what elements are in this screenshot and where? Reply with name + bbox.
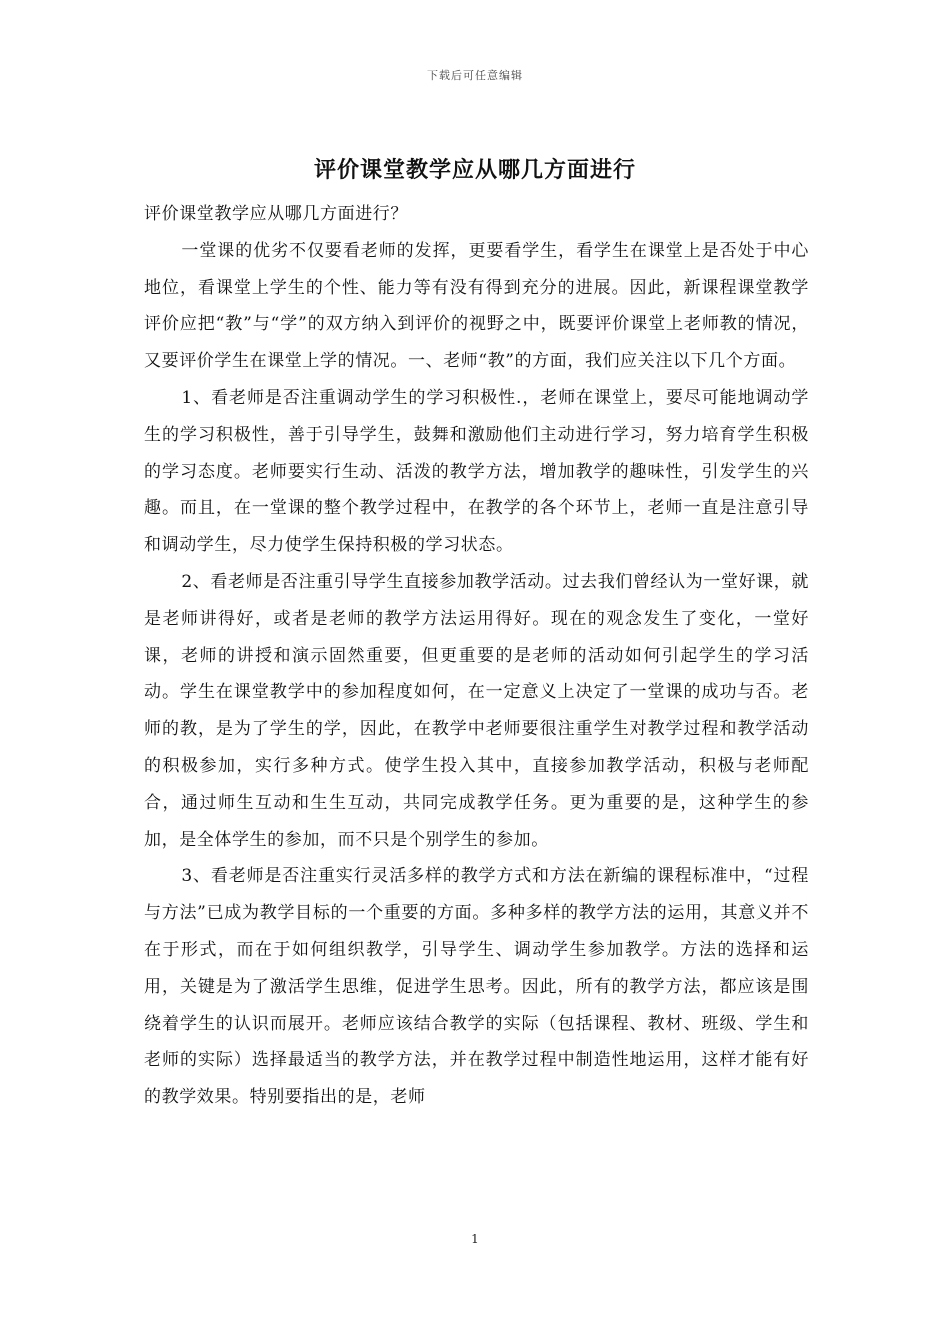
body-paragraph: 1、看老师是否注重调动学生的学习积极性.，老师在课堂上，要尽可能地调动学生的学习积极性，善于引导学生，鼓舞和激励他们主动进行学习，努力培育学生积极的学习态度。老师要实行生动、活泼的教学方法，增加教学的趣味性，引发学生的兴趣。而且，在一堂课的整个教学过程中，在教学的各个环节上，老师一直是注意引导和调动学生，尽力使学生保持积极的学习状态。: [144, 387, 809, 556]
subtitle-paragraph: 评价课堂教学应从哪几方面进行？: [144, 204, 408, 224]
page-header: 下载后可任意编辑: [427, 69, 523, 82]
body-paragraph: 2、看老师是否注重引导学生直接参加教学活动。过去我们曾经认为一堂好课，就是老师讲得好，或者是老师的教学方法运用得好。现在的观念发生了变化，一堂好课，老师的讲授和演示固然重要，但更重要的是老师的活动如何引起学生的学习活动。学生在课堂教学中的参加程度如何，在一定意义上决定了一堂课的成功与否。老师的教，是为了学生的学，因此，在教学中老师要很注重学生对教学过程和教学活动的积极参加，实行多种方式。使学生投入其中，直接参加教学活动，积极与老师配合，通过师生互动和生生互动，共同完成教学任务。更为重要的是，这种学生的参加，是全体学生的参加，而不只是个别学生的参加。: [144, 571, 809, 850]
document-body: [144, 196, 809, 1116]
document-title: 评价课堂教学应从哪几方面进行: [313, 157, 636, 183]
page-number: 1: [471, 1232, 479, 1246]
body-paragraph: 一堂课的优劣不仅要看老师的发挥，更要看学生，看学生在课堂上是否处于中心地位，看课堂上学生的个性、能力等有没有得到充分的进展。因此，新课程课堂教学评价应把“教”与“学”的双方纳入到评价的视野之中，既要评价课堂上老师教的情况，又要评价学生在课堂上学的情况。一、老师“教”的方面，我们应关注以下几个方面。: [144, 240, 809, 372]
body-paragraph: 3、看老师是否注重实行灵活多样的教学方式和方法在新编的课程标准中，“过程与方法”已成为教学目标的一个重要的方面。多种多样的教学方法的运用，其意义并不在于形式，而在于如何组织教学，引导学生、调动学生参加教学。方法的选择和运用，关键是为了激活学生思维，促进学生思考。因此，所有的教学方法，都应该是围绕着学生的认识而展开。老师应该结合教学的实际（包括课程、教材、班级、学生和老师的实际）选择最适当的教学方法，并在教学过程中制造性地运用，这样才能有好的教学效果。特别要指出的是，老师: [144, 866, 809, 1108]
